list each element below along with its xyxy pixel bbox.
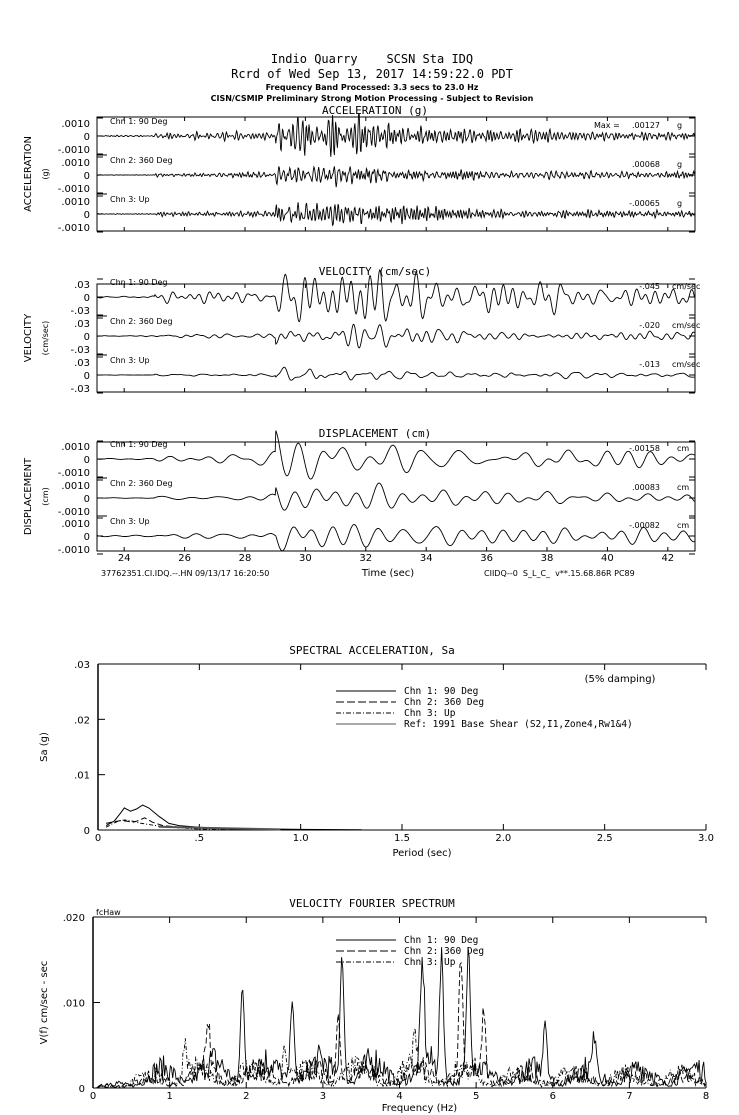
fourier-curve (97, 1028, 706, 1087)
y-tick-label: -.0010 (57, 145, 90, 156)
channel-label: Chn 3: Up (110, 517, 150, 526)
x-tick-label: 36 (480, 553, 493, 564)
corner-label: fcHaw (96, 908, 121, 917)
panel-yunit: (cm) (41, 487, 50, 506)
peak-value: -.00158 (629, 444, 660, 453)
y-tick-label: .0010 (61, 197, 90, 208)
peak-unit: g (677, 199, 683, 208)
y-tick-label: -.03 (70, 306, 90, 317)
base-shear-reference (159, 827, 281, 830)
record-time: Rcrd of Wed Sep 13, 2017 14:59:22.0 PDT (231, 67, 513, 81)
y-tick-label: -.0010 (57, 184, 90, 195)
x-tick-label: 1.5 (394, 833, 410, 844)
waveform-trace (97, 113, 694, 157)
y-tick-label: 0 (83, 532, 90, 543)
x-tick-label: 5 (472, 1091, 480, 1102)
frequency-band: Frequency Band Processed: 3.3 secs to 23.0 Hz (265, 83, 479, 92)
legend-entry: Ref: 1991 Base Shear (S2,I1,Zone4,Rw1&4) (404, 719, 633, 730)
x-tick-label: 2 (243, 1091, 250, 1102)
y-tick-label: .0010 (61, 481, 90, 492)
y-tick-label: .0010 (61, 119, 90, 130)
waveform-trace (97, 202, 694, 225)
x-tick-label: 0 (89, 1091, 97, 1102)
peak-unit: cm (677, 483, 690, 492)
legend-entry: Chn 3: Up (404, 957, 456, 968)
panel-yunit: (cm/sec) (41, 320, 50, 356)
x-tick-label: 3.0 (698, 833, 714, 844)
x-tick-label: 24 (117, 553, 131, 564)
y-tick-label: .03 (74, 660, 90, 671)
damping-note: (5% damping) (584, 674, 656, 685)
y-tick-label: 0 (83, 332, 90, 343)
x-tick-label: 32 (359, 553, 373, 564)
y-tick-label: 0 (83, 455, 90, 466)
x-tick-label: 40 (601, 553, 614, 564)
y-tick-label: 0 (83, 371, 90, 382)
y-tick-label: .0010 (61, 519, 90, 530)
x-axis-label: Frequency (Hz) (381, 1103, 458, 1114)
x-axis-label: Period (sec) (392, 848, 452, 859)
y-axis-label: Sa (g) (39, 732, 50, 762)
x-tick-label: 8 (702, 1091, 710, 1102)
peak-unit: cm/sec (672, 282, 701, 291)
x-tick-label: 38 (540, 553, 554, 564)
channel-label: Chn 2: 360 Deg (110, 156, 173, 165)
peak-value: -.020 (639, 321, 660, 330)
y-tick-label: 0 (78, 1084, 85, 1095)
legend-entry: Chn 2: 360 Deg (404, 697, 485, 708)
channel-label: Chn 3: Up (110, 195, 150, 204)
y-tick-label: -.03 (70, 384, 90, 395)
y-tick-label: .03 (74, 319, 90, 330)
channel-label: Chn 1: 90 Deg (110, 117, 168, 126)
panel-title: ACCELERATION (g) (322, 104, 428, 117)
x-tick-label: 26 (178, 553, 191, 564)
x-tick-label: 30 (299, 553, 312, 564)
panel-title: VELOCITY (cm/sec) (318, 265, 432, 278)
y-tick-label: 0 (83, 293, 90, 304)
channel-label: Chn 3: Up (110, 356, 150, 365)
waveform-trace (97, 166, 694, 187)
legend-entry: Chn 1: 90 Deg (404, 935, 479, 946)
peak-unit: g (677, 160, 683, 169)
y-tick-label: .010 (62, 998, 85, 1010)
peak-unit: cm (677, 444, 690, 453)
panel-frame (97, 442, 695, 551)
chart-title: SPECTRAL ACCELERATION, Sa (289, 644, 455, 657)
y-tick-label: 0 (83, 494, 90, 505)
waveform-trace (97, 483, 694, 510)
x-tick-label: 1.0 (292, 833, 309, 844)
y-axis-label: V(f) cm/sec - sec (39, 960, 50, 1045)
x-tick-label: 34 (419, 553, 433, 564)
y-tick-label: -.0010 (57, 507, 90, 518)
peak-unit: cm/sec (672, 321, 701, 330)
panel-ylabel: ACCELERATION (23, 136, 34, 212)
fourier-curve (97, 963, 706, 1088)
channel-label: Chn 1: 90 Deg (110, 278, 168, 287)
x-tick-label: 4 (396, 1091, 403, 1102)
y-tick-label: 0 (83, 171, 90, 182)
channel-label: Chn 2: 360 Deg (110, 479, 173, 488)
x-tick-label: 0 (94, 833, 102, 844)
y-tick-label: -.03 (70, 345, 90, 356)
waveform-trace (97, 525, 694, 551)
peak-value: .00127 (632, 121, 660, 130)
y-tick-label: .03 (74, 280, 90, 291)
x-tick-label: 3 (319, 1091, 327, 1102)
fourier-curve (97, 947, 706, 1087)
y-tick-label: 0 (83, 132, 90, 143)
y-tick-label: 0 (83, 826, 90, 837)
x-tick-label: 2.5 (596, 833, 613, 844)
x-tick-label: 6 (549, 1091, 556, 1102)
y-tick-label: .01 (74, 770, 90, 782)
peak-value: -.045 (639, 282, 660, 291)
footer-station-code: CIIDQ--0 S_L_C_ v**.15.68.86R PC89 (484, 569, 635, 578)
y-tick-label: -.0010 (57, 545, 90, 556)
y-tick-label: -.0010 (57, 223, 90, 234)
panel-title: DISPLACEMENT (cm) (318, 427, 432, 440)
peak-unit: cm (677, 521, 690, 530)
max-label: Max = (594, 121, 620, 130)
peak-unit: cm/sec (672, 360, 701, 369)
x-tick-label: 2.0 (495, 833, 512, 844)
y-tick-label: .03 (74, 358, 90, 369)
panel-yunit: (g) (41, 168, 50, 180)
x-tick-label: 28 (238, 553, 252, 564)
peak-value: .00083 (632, 483, 660, 492)
x-tick-label: 42 (661, 553, 675, 564)
panel-frame (97, 284, 695, 392)
y-tick-label: .02 (74, 715, 90, 727)
panel-ylabel: VELOCITY (23, 313, 34, 363)
y-tick-label: .020 (62, 913, 85, 924)
chart-title: VELOCITY FOURIER SPECTRUM (289, 897, 455, 910)
y-tick-label: -.0010 (57, 468, 90, 479)
legend-entry: Chn 3: Up (404, 708, 456, 719)
y-tick-label: .0010 (61, 158, 90, 169)
peak-value: .00068 (632, 160, 660, 169)
peak-value: -.013 (639, 360, 660, 369)
x-tick-label: .5 (194, 833, 205, 844)
panel-ylabel: DISPLACEMENT (23, 457, 34, 536)
station-title: Indio Quarry SCSN Sta IDQ (270, 52, 474, 66)
peak-value: -.00065 (629, 199, 660, 208)
peak-unit: g (677, 121, 683, 130)
x-tick-label: 7 (626, 1091, 633, 1102)
waveform-trace (97, 324, 694, 348)
legend-entry: Chn 1: 90 Deg (404, 686, 479, 697)
y-tick-label: .0010 (61, 442, 90, 453)
channel-label: Chn 2: 360 Deg (110, 317, 173, 326)
footer-record-id: 37762351.CI.IDQ.--.HN 09/13/17 16:20:50 (101, 569, 270, 578)
processing-note: CISN/CSMIP Preliminary Strong Motion Processing - Subject to Revision (210, 94, 534, 103)
x-axis-label: Time (sec) (361, 568, 415, 579)
legend-entry: Chn 2: 360 Deg (404, 946, 485, 957)
peak-value: -.00082 (629, 521, 660, 530)
y-tick-label: 0 (83, 210, 90, 221)
x-tick-label: 1 (166, 1091, 173, 1102)
channel-label: Chn 1: 90 Deg (110, 440, 168, 449)
waveform-trace (97, 367, 694, 380)
